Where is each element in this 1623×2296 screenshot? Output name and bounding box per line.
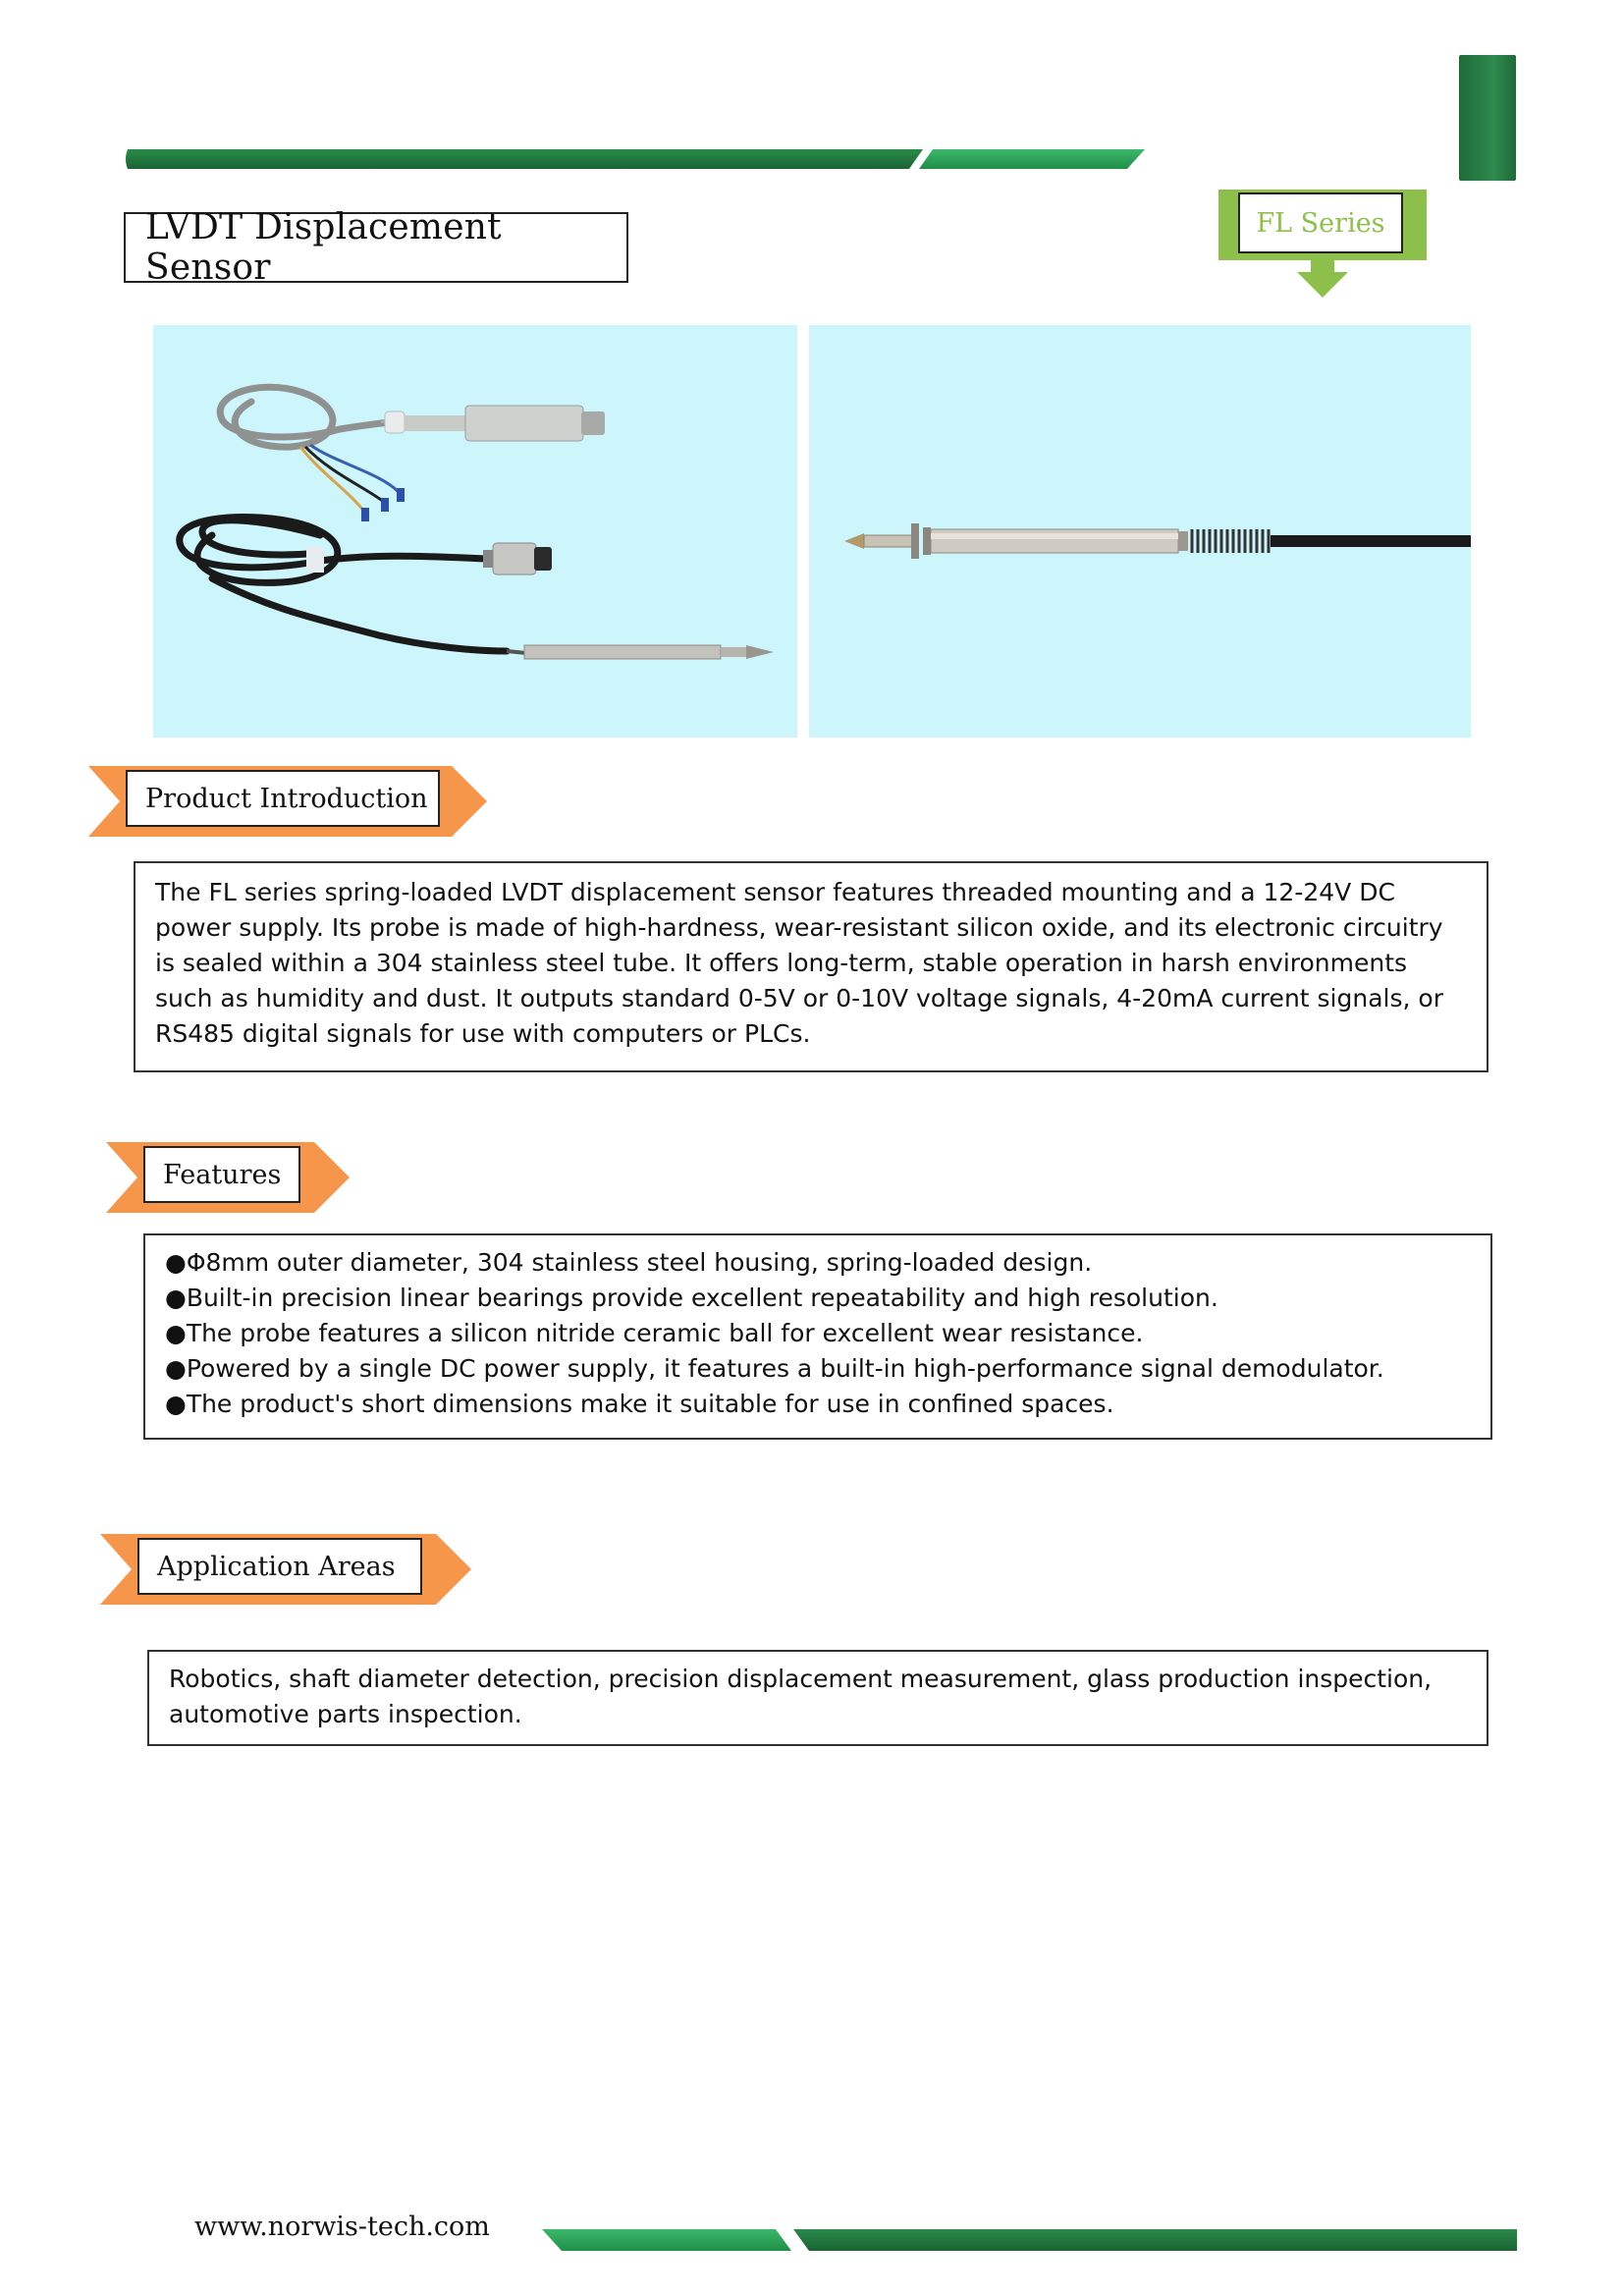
page-title: LVDT Displacement Sensor	[145, 207, 502, 288]
section-header-intro	[88, 766, 487, 837]
series-badge-box	[1238, 192, 1403, 253]
applications-text-box	[147, 1650, 1488, 1746]
sensor-cables-illustration	[153, 325, 797, 738]
series-badge	[1218, 190, 1427, 298]
down-arrow-icon	[1297, 260, 1348, 300]
applications-paragraph: Robotics, shaft diameter detection, precision displacement measurement, glass production inspection, automotive parts inspection.	[169, 1665, 1433, 1728]
features-text-box	[143, 1233, 1492, 1440]
feature-item: ●Powered by a single DC power supply, it features a built-in high-performance signal demodulator.	[165, 1354, 1384, 1383]
feature-item: ●Φ8mm outer diameter, 304 stainless steel housing, spring-loaded design.	[165, 1248, 1093, 1277]
page-title-box	[124, 207, 628, 288]
fl-probe-illustration	[809, 325, 1471, 738]
section-header-features	[106, 1142, 350, 1213]
section-header-applications	[100, 1534, 471, 1605]
series-label: FL Series	[1256, 207, 1385, 239]
product-photo-right	[809, 325, 1471, 738]
footer-green-strip	[542, 2227, 1517, 2253]
section-label-applications	[137, 1538, 422, 1595]
feature-item: ●Built-in precision linear bearings provide excellent repeatability and high resolution.	[165, 1284, 1218, 1312]
feature-item: ●The probe features a silicon nitride ceramic ball for excellent wear resistance.	[165, 1319, 1144, 1347]
section-title-applications: Application Areas	[157, 1551, 396, 1582]
section-label-features	[143, 1146, 300, 1203]
intro-paragraph: The FL series spring-loaded LVDT displacement sensor features threaded mounting and a 12-24V DC power supply. Its probe is made of high-hardness, wear-resistant silicon oxide, and its electronic circuitry is sealed within a 304 stainless steel tube. It offers long-term, stable operation in harsh environments such as humidity and dust. It outputs standard 0-5V or 0-10V voltage signals, 4-20mA current signals, or RS485 digital signals for use with computers or PLCs.	[155, 878, 1443, 1048]
feature-item: ●The product's short dimensions make it suitable for use in confined spaces.	[165, 1390, 1114, 1418]
footer-website-link[interactable]: www.norwis-tech.com	[194, 2212, 490, 2242]
header-green-tab	[1459, 55, 1516, 181]
section-title-intro: Product Introduction	[145, 783, 428, 814]
section-label-intro	[126, 770, 440, 827]
header-green-strip	[124, 147, 1145, 171]
intro-text-box	[134, 861, 1488, 1072]
section-title-features: Features	[163, 1159, 282, 1190]
product-photo-left	[153, 325, 797, 738]
